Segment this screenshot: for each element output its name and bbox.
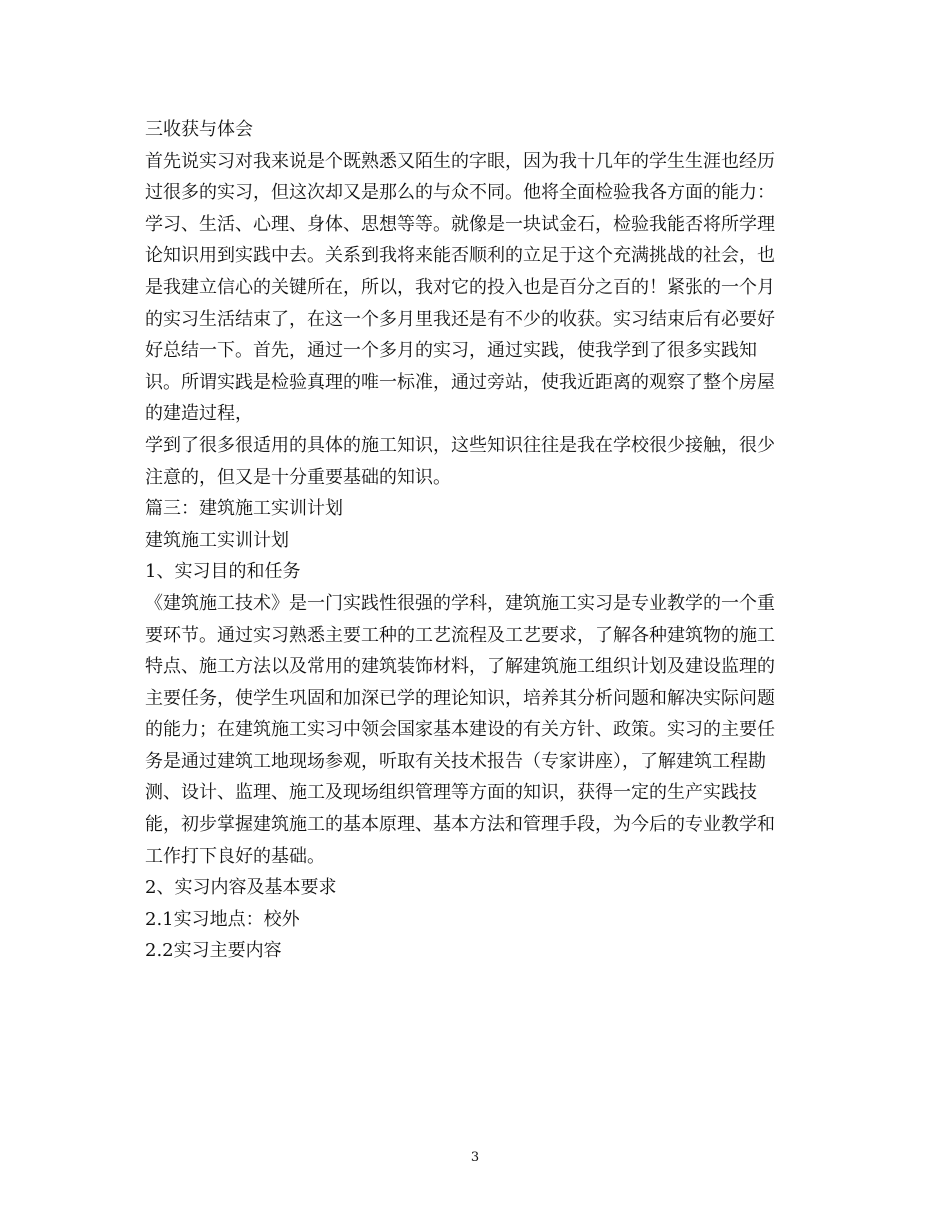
text-line: 过很多的实习，但这次却又是那么的与众不同。他将全面检验我各方面的能力： <box>145 182 775 204</box>
section-heading: 篇三：建筑施工实训计划 <box>145 498 343 520</box>
section-heading: 1、实习目的和任务 <box>145 561 301 583</box>
text-line: 好总结一下。首先，通过一个多月的实习，通过实践，使我学到了很多实践知 <box>145 340 757 362</box>
text-line: 要环节。通过实习熟悉主要工种的工艺流程及工艺要求，了解各种建筑物的施工 <box>145 624 775 646</box>
text-line: 主要任务，使学生巩固和加深已学的理论知识，培养其分析问题和解决实际问题 <box>145 687 775 709</box>
text-line: 学到了很多很适用的具体的施工知识，这些知识往往是我在学校很少接触，很少 <box>145 434 775 456</box>
page-number: 3 <box>470 1150 480 1165</box>
text-line: 注意的，但又是十分重要基础的知识。 <box>145 466 451 488</box>
section-heading: 建筑施工实训计划 <box>145 529 289 551</box>
text-line: 《建筑施工技术》是一门实践性很强的学科，建筑施工实习是专业教学的一个重 <box>145 592 775 614</box>
text-line: 的建造过程， <box>145 403 253 425</box>
text-line: 的实习生活结束了，在这一个多月里我还是有不少的收获。实习结束后有必要好 <box>145 308 775 330</box>
text-line: 务是通过建筑工地现场参观，听取有关技术报告（专家讲座），了解建筑工程勘 <box>145 750 766 772</box>
text-line: 学习、生活、心理、身体、思想等等。就像是一块试金石，检验我能否将所学理 <box>145 213 775 235</box>
document-body <box>145 114 805 967</box>
text-line: 是我建立信心的关键所在，所以，我对它的投入也是百分之百的！紧张的一个月 <box>145 276 775 298</box>
text-line: 的能力；在建筑施工实习中领会国家基本建设的有关方针、政策。实习的主要任 <box>145 719 775 741</box>
subsection-heading: 2.2实习主要内容 <box>145 940 282 962</box>
text-line: 工作打下良好的基础。 <box>145 845 325 867</box>
text-line: 论知识用到实践中去。关系到我将来能否顺利的立足于这个充满挑战的社会，也 <box>145 245 775 267</box>
section-heading: 2、实习内容及基本要求 <box>145 877 337 899</box>
section-heading: 三收获与体会 <box>145 119 253 140</box>
text-line: 特点、施工方法以及常用的建筑装饰材料，了解建筑施工组织计划及建设监理的 <box>145 656 775 678</box>
text-line: 测、设计、监理、施工及现场组织管理等方面的知识，获得一定的生产实践技 <box>145 782 757 804</box>
text-line: 识。所谓实践是检验真理的唯一标准，通过旁站，使我近距离的观察了整个房屋 <box>145 371 775 393</box>
text-line: 能，初步掌握建筑施工的基本原理、基本方法和管理手段，为今后的专业教学和 <box>145 814 775 836</box>
text-line: 首先说实习对我来说是个既熟悉又陌生的字眼，因为我十几年的学生生涯也经历 <box>145 150 775 172</box>
subsection-heading: 2.1实习地点：校外 <box>145 908 300 930</box>
